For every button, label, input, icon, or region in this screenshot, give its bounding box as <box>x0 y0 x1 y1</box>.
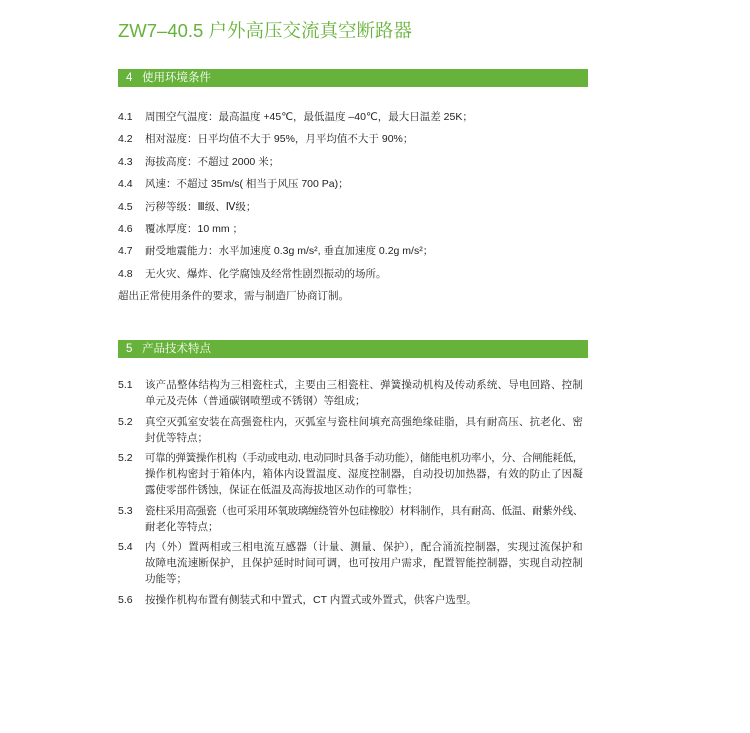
list-item <box>118 173 598 195</box>
item-text-line: 故障电流速断保护，且保护延时时间可调，也可按用户需求，配置智能控制器，实现自动控制 <box>145 557 583 569</box>
item-text-line: 该产品整体结构为三相瓷柱式，主要由三相瓷柱、弹簧操动机构及传动系统、导电回路、控制 <box>145 379 583 391</box>
item-text <box>145 414 598 446</box>
item-text-line: 露使零部件锈蚀，保证在低温及高海拔地区动作的可靠性； <box>145 484 418 496</box>
item-number: 5.1 <box>118 379 133 391</box>
section-number: 5 <box>126 343 133 355</box>
item-text <box>145 592 598 608</box>
item-text-line: 瓷柱采用高强瓷（也可采用环氧玻璃缠绕管外包硅橡胶）材料制作，具有耐高、低温、耐紫外线、 <box>145 504 583 517</box>
item-text <box>145 503 598 535</box>
list-item <box>118 503 598 535</box>
item-number: 4.8 <box>118 267 133 280</box>
item-text <box>145 539 598 587</box>
section-header-bar <box>118 69 588 87</box>
page-title: ZW7–40.5 户外高压交流真空断路器 <box>118 20 412 41</box>
item-text-line: 功能等； <box>145 573 187 585</box>
item-number: 4.3 <box>118 155 133 168</box>
item-number: 4.7 <box>118 245 133 258</box>
item-number: 4.1 <box>118 111 133 123</box>
item-text-line: 单元及壳体（普通碳钢喷塑或不锈钢）等组成； <box>145 395 366 407</box>
list-item <box>118 450 598 498</box>
item-number: 5.3 <box>118 504 133 517</box>
item-text-line: 真空灭弧室安装在高强瓷柱内，灭弧室与瓷柱间填充高强绝缘硅脂，具有耐高压、抗老化、密 <box>145 415 583 428</box>
item-text-line: 操作机构密封于箱体内，箱体内设置温度、湿度控制器，自动投切加热器，有效的防止了因凝 <box>145 468 583 480</box>
list-item <box>118 377 598 409</box>
note-text: 超出正常使用条件的要求，需与制造厂协商订制。 <box>118 290 349 303</box>
item-text-line: 按操作机构布置有侧装式和中置式，CT 内置式或外置式，供客户选型。 <box>145 593 477 606</box>
section-header-bar <box>118 340 588 358</box>
item-number: 5.4 <box>118 541 133 553</box>
list-item <box>118 592 598 608</box>
list-item <box>118 106 598 128</box>
list-item <box>118 128 598 150</box>
item-number: 5.6 <box>118 593 133 606</box>
list-item <box>118 196 598 218</box>
item-number: 4.2 <box>118 133 133 146</box>
list-item <box>118 414 598 446</box>
item-number: 4.5 <box>118 200 133 213</box>
section-heading: 产品技术特点 <box>142 343 211 355</box>
item-number: 5.2 <box>118 452 133 464</box>
operating-conditions-list <box>118 106 598 308</box>
list-item <box>118 218 598 240</box>
list-item <box>118 263 598 285</box>
item-text: 相对湿度：日平均值不大于 95%，月平均值不大于 90%； <box>145 133 414 146</box>
item-text: 覆冰厚度：10 mm ； <box>145 222 244 235</box>
list-item <box>118 539 598 587</box>
item-text: 风速：不超过 35m/s( 相当于风压 700 Pa)； <box>145 178 349 191</box>
item-text: 耐受地震能力：水平加速度 0.3g m/s², 垂直加速度 0.2g m/s²； <box>145 245 434 258</box>
item-text-line: 可靠的弹簧操作机构（手动或电动, 电动同时具备手动功能），储能电机功率小，分、合闸能耗低， <box>145 452 583 464</box>
item-text: 无火灾、爆炸、化学腐蚀及经常性剧烈振动的场所。 <box>145 267 387 280</box>
item-text: 污秽等级：Ⅲ级、Ⅳ级； <box>145 200 257 213</box>
section-heading: 使用环境条件 <box>142 72 211 84</box>
item-text-line: 封优等特点； <box>145 431 208 444</box>
section-number: 4 <box>126 72 133 84</box>
item-number: 4.6 <box>118 222 133 235</box>
item-text-line: 耐老化等特点； <box>145 520 219 533</box>
item-number: 5.2 <box>118 415 133 428</box>
item-number: 4.4 <box>118 178 133 191</box>
item-text <box>145 377 598 409</box>
item-text: 周围空气温度：最高温度 +45℃，最低温度 –40℃，最大日温差 25K； <box>145 111 473 123</box>
item-text <box>145 450 598 498</box>
list-item <box>118 240 598 262</box>
item-text: 海拔高度：不超过 2000 米； <box>145 155 280 168</box>
list-item <box>118 151 598 173</box>
item-text-line: 内（外）置两相或三相电流互感器（计量、测量、保护），配合涌流控制器，实现过流保护和 <box>145 541 583 553</box>
technical-features-list <box>118 377 598 612</box>
